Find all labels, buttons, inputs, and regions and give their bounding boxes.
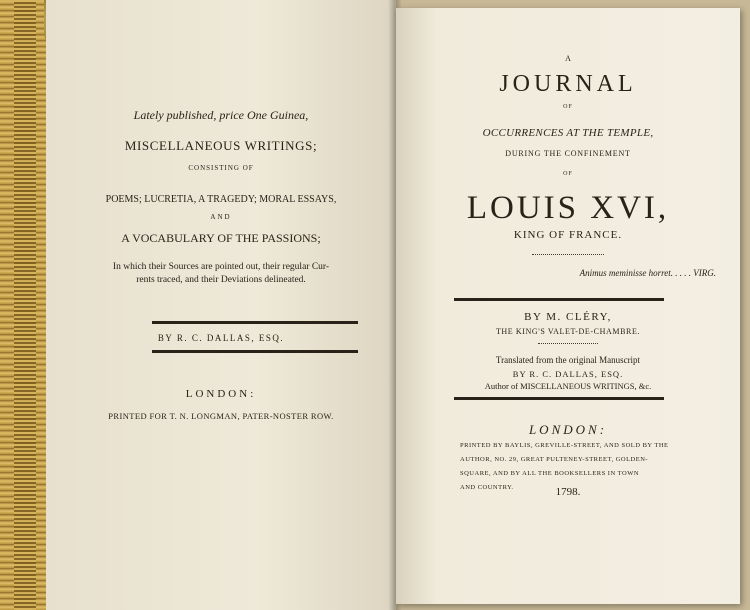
article-a: A xyxy=(565,54,571,63)
right-top-rule xyxy=(454,298,664,301)
king-of-france: KING OF FRANCE. xyxy=(513,229,623,241)
left-page xyxy=(46,0,396,610)
imprint-line-2: AUTHOR, NO. 29, GREAT PULTENEY-STREET, GOLDEN- xyxy=(460,456,649,463)
journal-title: JOURNAL xyxy=(499,71,637,97)
left-printer: PRINTED FOR T. N. LONGMAN, PATER-NOSTER ROW. xyxy=(108,411,334,421)
bottom-rule xyxy=(152,350,358,353)
of-label-2: OF xyxy=(563,171,573,177)
description-line-1: In which their Sources are pointed out, their regular Cur- xyxy=(112,262,330,272)
by-clery: BY M. CLÉRY, xyxy=(524,311,612,323)
right-bottom-rule xyxy=(454,397,664,400)
occurrences-title: OCCURRENCES AT THE TEMPLE, xyxy=(482,127,654,139)
motto: Animus meminisse horret. . . . . VIRG. xyxy=(579,268,716,278)
year: 1798. xyxy=(555,486,581,498)
translator: BY R. C. DALLAS, ESQ. xyxy=(512,369,624,379)
gilt-binding xyxy=(0,0,46,610)
right-page xyxy=(396,8,740,604)
imprint-line-4: AND COUNTRY. xyxy=(460,484,514,491)
translated-line: Translated from the original Manuscript xyxy=(495,355,641,365)
louis-title: LOUIS XVI, xyxy=(466,190,670,226)
imprint-line-3: SQUARE, AND BY ALL THE BOOKSELLERS IN TOWN xyxy=(460,470,640,477)
during-confinement: DURING THE CONFINEMENT xyxy=(505,149,631,158)
valet-title: THE KING'S VALET-DE-CHAMBRE. xyxy=(495,327,641,336)
left-place: LONDON: xyxy=(185,388,257,400)
vocabulary-title: A VOCABULARY OF THE PASSIONS; xyxy=(121,231,321,245)
translator-note: Author of MISCELLANEOUS WRITINGS, &c. xyxy=(484,381,652,391)
misc-writings-title: MISCELLANEOUS WRITINGS; xyxy=(124,138,318,153)
consisting-of: CONSISTING OF xyxy=(188,164,254,172)
top-rule xyxy=(152,321,358,324)
left-author: BY R. C. DALLAS, ESQ. xyxy=(157,333,285,343)
ornament-small xyxy=(538,343,598,348)
description-line-2: rents traced, and their Deviations delineated. xyxy=(136,275,306,285)
binding-decoration xyxy=(14,0,36,610)
and-label: AND xyxy=(210,213,232,221)
ornament-rule xyxy=(532,254,604,259)
imprint-line-1: PRINTED BY BAYLIS, GREVILLE-STREET, AND SOLD BY THE xyxy=(460,442,669,449)
contents-list: POEMS; LUCRETIA, A TRAGEDY; MORAL ESSAYS, xyxy=(105,194,337,205)
right-place: LONDON: xyxy=(528,422,608,437)
lately-published: Lately published, price One Guinea, xyxy=(133,108,309,122)
of-label-1: OF xyxy=(563,104,573,110)
